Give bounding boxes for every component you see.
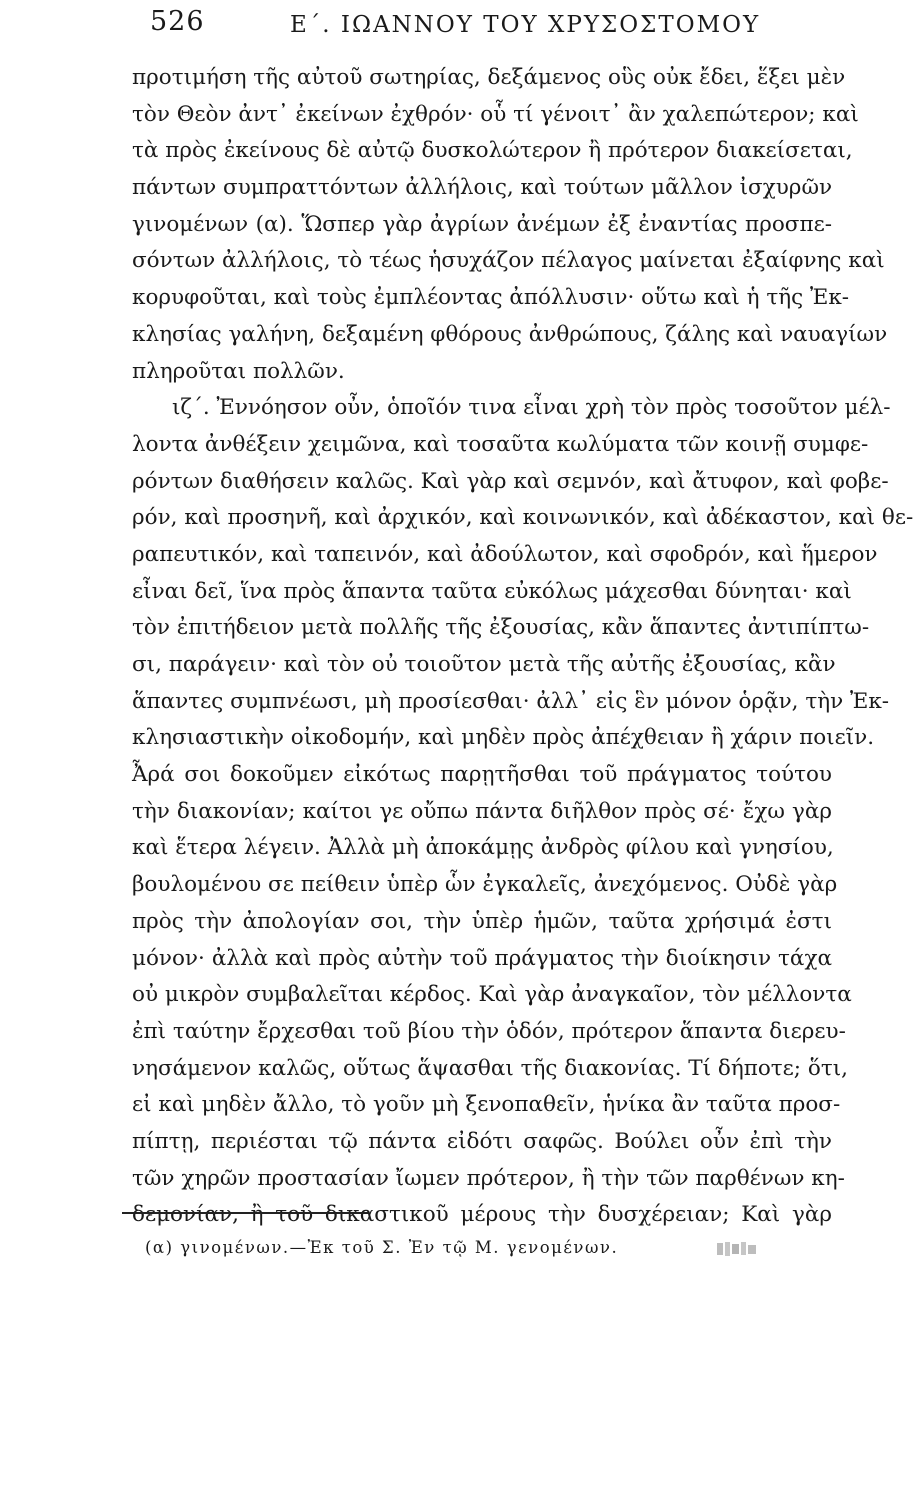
- page-header: [150, 6, 850, 46]
- text-line: γινομένων (α). Ὥσπερ γὰρ ἀγρίων ἀνέμων ἐξ ἐναντίας προσπε-: [132, 211, 832, 237]
- text-line: ρόντων διαθήσειν καλῶς. Καὶ γὰρ καὶ σεμνόν, καὶ ἄτυφον, καὶ φοβε-: [132, 468, 889, 494]
- text-line: σι, παράγειν· καὶ τὸν οὐ τοιοῦτον μετὰ τῆς αὐτῆς ἐξουσίας, κἂν: [132, 652, 836, 677]
- text-line: λοντα ἀνθέξειν χειμῶνα, καὶ τοσαῦτα κωλύματα τῶν κοινῇ συμφε-: [132, 431, 869, 457]
- text-line: τῶν χηρῶν προστασίαν ἴωμεν πρότερον, ἢ τὴν τῶν παρθένων κη-: [132, 1165, 845, 1191]
- body-text: [132, 60, 914, 1234]
- text-line: κλησιαστικὴν οἰκοδομήν, καὶ μηδὲν πρὸς ἀπέχθειαν ἢ χάριν ποιεῖν.: [132, 725, 875, 751]
- text-line: τὸν Θεὸν ἀντ᾽ ἐκείνων ἐχθρόν· οὗ τί γένοιτ᾽ ἂν χαλεπώτερον; καὶ: [132, 101, 859, 127]
- library-stamp-icon: [716, 1240, 760, 1258]
- running-head: Ε΄. ΙΩΑΝΝΟΥ ΤΟΥ ΧΡΥΣΟΣΤΟΜΟΥ: [290, 12, 761, 38]
- footnote-rule: [122, 1212, 368, 1214]
- text-line: πίπτῃ, περιέσται τῷ πάντα εἰδότι σαφῶς. Βούλει οὖν ἐπὶ τὴν: [132, 1128, 832, 1154]
- text-line: ἅπαντες συμπνέωσι, μὴ προσίεσθαι· ἀλλ᾽ εἰς ἓν μόνον ὁρᾷν, τὴν Ἐκ-: [132, 688, 890, 714]
- text-line: πάντων συμπραττόντων ἀλλήλοις, καὶ τούτων μᾶλλον ἰσχυρῶν: [132, 175, 833, 201]
- text-line: οὐ μικρὸν συμβαλεῖται κέρδος. Καὶ γὰρ ἀναγκαῖον, τὸν μέλλοντα: [132, 982, 852, 1008]
- text-line: εἰ καὶ μηδὲν ἄλλο, τὸ γοῦν μὴ ξενοπαθεῖν, ἡνίκα ἂν ταῦτα προσ-: [132, 1092, 841, 1118]
- text-line: ἐπὶ ταύτην ἔρχεσθαι τοῦ βίου τὴν ὁδόν, πρότερον ἅπαντα διερευ-: [132, 1018, 846, 1044]
- footnote: (α) γινομένων.—Ἐκ τοῦ Σ. Ἐν τῷ Μ. γενομένων.: [145, 1238, 619, 1257]
- text-line: βουλομένου σε πείθειν ὑπὲρ ὧν ἐγκαλεῖς, ἀνεχόμενος. Οὐδὲ γὰρ: [132, 872, 838, 898]
- text-line: δεμονίαν, ἢ τοῦ δικαστικοῦ μέρους τὴν δυσχέρειαν; Καὶ γὰρ: [132, 1202, 832, 1228]
- section-heading-line: ιζ΄. Ἐννόησον οὖν, ὁποῖόν τινα εἶναι χρὴ τὸν πρὸς τοσοῦτον μέλ-: [172, 395, 891, 421]
- text-line: ρόν, καὶ προσηνῆ, καὶ ἀρχικόν, καὶ κοινωνικόν, καὶ ἀδέκαστον, καὶ θε-: [132, 505, 914, 531]
- text-line-paragraph-end: πληροῦται πολλῶν.: [132, 358, 345, 384]
- text-line: ραπευτικόν, καὶ ταπεινόν, καὶ ἀδούλωτον, καὶ σφοδρόν, καὶ ἥμερον: [132, 541, 878, 567]
- text-line: τὰ πρὸς ἐκείνους δὲ αὐτῷ δυσκολώτερον ἢ πρότερον διακείσεται,: [132, 138, 853, 164]
- text-line: μόνον· ἀλλὰ καὶ πρὸς αὐτὴν τοῦ πράγματος τὴν διοίκησιν τάχα: [132, 945, 832, 971]
- page-number: 526: [150, 6, 205, 37]
- text-line: τὸν ἐπιτήδειον μετὰ πολλῆς τῆς ἐξουσίας, κἂν ἅπαντες ἀντιπίπτω-: [132, 615, 870, 641]
- text-line: προτιμήση τῆς αὐτοῦ σωτηρίας, δεξάμενος οὓς οὐκ ἔδει, ἕξει μὲν: [132, 65, 846, 90]
- text-line: νησάμενον καλῶς, οὕτως ἅψασθαι τῆς διακονίας. Τί δήποτε; ὅτι,: [132, 1055, 848, 1081]
- text-line: κλησίας γαλήνη, δεξαμένη φθόρους ἀνθρώπους, ζάλης καὶ ναυαγίων: [132, 321, 888, 347]
- text-line: τὴν διακονίαν; καίτοι γε οὔπω πάντα διῆλθον πρὸς σέ· ἔχω γὰρ: [132, 798, 832, 824]
- text-line: εἶναι δεῖ, ἵνα πρὸς ἅπαντα ταῦτα εὐκόλως μάχεσθαι δύνηται· καὶ: [132, 578, 852, 604]
- text-line: πρὸς τὴν ἀπολογίαν σοι, τὴν ὑπὲρ ἡμῶν, ταῦτα χρήσιμά ἐστι: [132, 908, 832, 934]
- text-line: Ἆρά σοι δοκοῦμεν εἰκότως παρῃτῆσθαι τοῦ πράγματος τούτου: [132, 762, 832, 788]
- text-line: κορυφοῦται, καὶ τοὺς ἐμπλέοντας ἀπόλλυσιν· οὕτω καὶ ἡ τῆς Ἐκ-: [132, 285, 850, 311]
- text-line: καὶ ἕτερα λέγειν. Ἀλλὰ μὴ ἀποκάμῃς ἀνδρὸς φίλου καὶ γνησίου,: [132, 835, 834, 861]
- text-line: σόντων ἀλλήλοις, τὸ τέως ἡσυχάζον πέλαγος μαίνεται ἐξαίφνης καὶ: [132, 248, 885, 274]
